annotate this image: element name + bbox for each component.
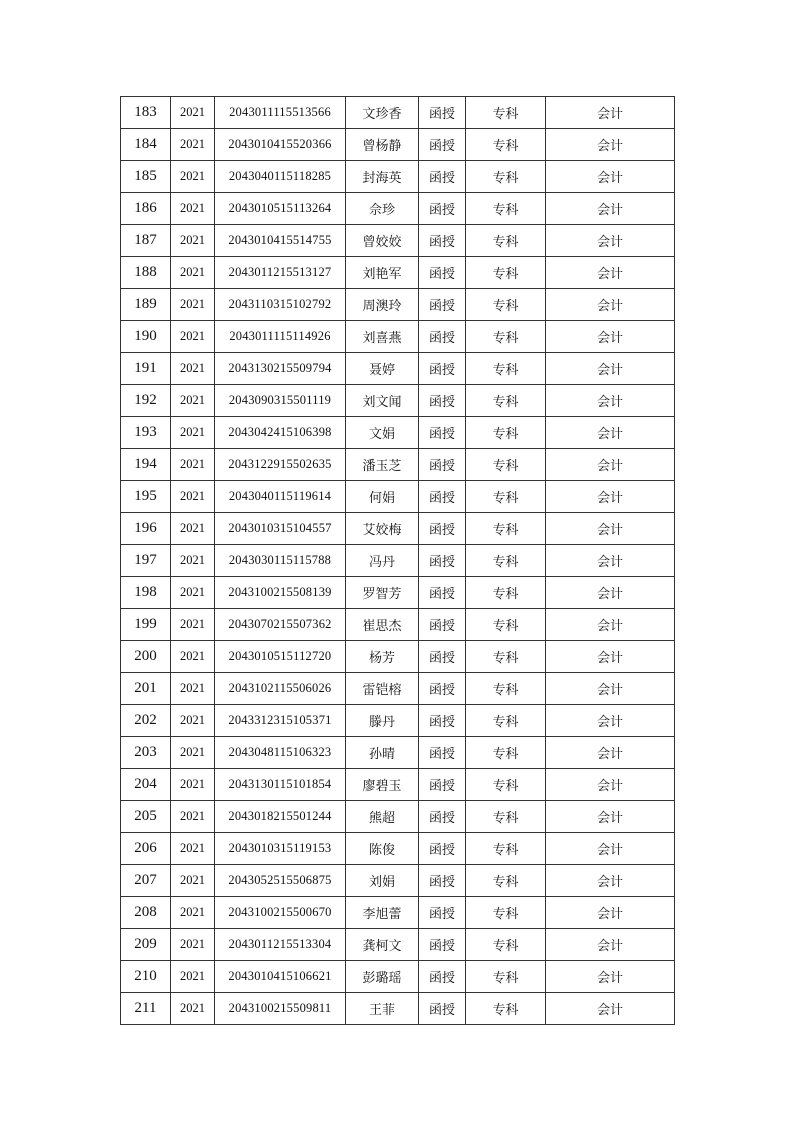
major-cell: 会计	[546, 129, 675, 161]
education-level-cell: 专科	[466, 193, 546, 225]
education-level-cell: 专科	[466, 257, 546, 289]
major-cell: 会计	[546, 513, 675, 545]
table-row	[121, 801, 675, 833]
row-index-cell: 202	[121, 705, 171, 737]
enrollment-year-cell: 2021	[171, 161, 215, 193]
study-mode-cell: 函授	[419, 97, 466, 129]
study-mode-cell: 函授	[419, 481, 466, 513]
row-index-cell: 206	[121, 833, 171, 865]
education-level-cell: 专科	[466, 577, 546, 609]
enrollment-year-cell: 2021	[171, 993, 215, 1025]
education-level-cell: 专科	[466, 993, 546, 1025]
table-row	[121, 769, 675, 801]
study-mode-cell: 函授	[419, 577, 466, 609]
table-row	[121, 705, 675, 737]
student-id-cell: 2043100215509811	[215, 993, 346, 1025]
study-mode-cell: 函授	[419, 513, 466, 545]
table-row	[121, 833, 675, 865]
student-name-cell: 刘艳军	[346, 257, 419, 289]
table-row	[121, 577, 675, 609]
enrollment-year-cell: 2021	[171, 513, 215, 545]
enrollment-year-cell: 2021	[171, 929, 215, 961]
table-row	[121, 193, 675, 225]
student-id-cell: 2043030115115788	[215, 545, 346, 577]
study-mode-cell: 函授	[419, 865, 466, 897]
student-id-cell: 2043010315104557	[215, 513, 346, 545]
student-name-cell: 文娟	[346, 417, 419, 449]
row-index-cell: 194	[121, 449, 171, 481]
row-index-cell: 211	[121, 993, 171, 1025]
table-row	[121, 481, 675, 513]
row-index-cell: 196	[121, 513, 171, 545]
table-row	[121, 513, 675, 545]
student-name-cell: 刘喜燕	[346, 321, 419, 353]
enrollment-year-cell: 2021	[171, 769, 215, 801]
major-cell: 会计	[546, 673, 675, 705]
major-cell: 会计	[546, 289, 675, 321]
student-id-cell: 2043102115506026	[215, 673, 346, 705]
row-index-cell: 187	[121, 225, 171, 257]
student-id-cell: 2043052515506875	[215, 865, 346, 897]
student-id-cell: 2043011115114926	[215, 321, 346, 353]
table-row	[121, 161, 675, 193]
student-id-cell: 2043070215507362	[215, 609, 346, 641]
enrollment-year-cell: 2021	[171, 225, 215, 257]
row-index-cell: 199	[121, 609, 171, 641]
enrollment-year-cell: 2021	[171, 833, 215, 865]
table-row	[121, 737, 675, 769]
student-name-cell: 聂婷	[346, 353, 419, 385]
student-id-cell: 2043010415106621	[215, 961, 346, 993]
student-name-cell: 潘玉芝	[346, 449, 419, 481]
row-index-cell: 191	[121, 353, 171, 385]
education-level-cell: 专科	[466, 417, 546, 449]
enrollment-year-cell: 2021	[171, 385, 215, 417]
enrollment-year-cell: 2021	[171, 321, 215, 353]
study-mode-cell: 函授	[419, 801, 466, 833]
row-index-cell: 203	[121, 737, 171, 769]
student-id-cell: 2043040115119614	[215, 481, 346, 513]
study-mode-cell: 函授	[419, 225, 466, 257]
major-cell: 会计	[546, 865, 675, 897]
row-index-cell: 201	[121, 673, 171, 705]
row-index-cell: 200	[121, 641, 171, 673]
major-cell: 会计	[546, 321, 675, 353]
enrollment-year-cell: 2021	[171, 641, 215, 673]
major-cell: 会计	[546, 545, 675, 577]
row-index-cell: 188	[121, 257, 171, 289]
enrollment-year-cell: 2021	[171, 193, 215, 225]
student-name-cell: 封海英	[346, 161, 419, 193]
table-row	[121, 97, 675, 129]
education-level-cell: 专科	[466, 769, 546, 801]
student-name-cell: 李旭蕾	[346, 897, 419, 929]
student-id-cell: 2043130115101854	[215, 769, 346, 801]
education-level-cell: 专科	[466, 481, 546, 513]
education-level-cell: 专科	[466, 225, 546, 257]
education-level-cell: 专科	[466, 897, 546, 929]
table-row	[121, 417, 675, 449]
enrollment-year-cell: 2021	[171, 449, 215, 481]
student-name-cell: 滕丹	[346, 705, 419, 737]
table-row	[121, 545, 675, 577]
table-row	[121, 641, 675, 673]
student-id-cell: 2043011215513304	[215, 929, 346, 961]
row-index-cell: 207	[121, 865, 171, 897]
student-roster-table	[120, 96, 675, 1025]
student-name-cell: 罗智芳	[346, 577, 419, 609]
table-row	[121, 961, 675, 993]
student-name-cell: 何娟	[346, 481, 419, 513]
student-id-cell: 2043010515112720	[215, 641, 346, 673]
study-mode-cell: 函授	[419, 705, 466, 737]
study-mode-cell: 函授	[419, 673, 466, 705]
student-id-cell: 2043048115106323	[215, 737, 346, 769]
row-index-cell: 190	[121, 321, 171, 353]
major-cell: 会计	[546, 481, 675, 513]
education-level-cell: 专科	[466, 353, 546, 385]
enrollment-year-cell: 2021	[171, 705, 215, 737]
enrollment-year-cell: 2021	[171, 673, 215, 705]
student-name-cell: 王菲	[346, 993, 419, 1025]
major-cell: 会计	[546, 225, 675, 257]
education-level-cell: 专科	[466, 801, 546, 833]
row-index-cell: 185	[121, 161, 171, 193]
student-name-cell: 龚柯文	[346, 929, 419, 961]
student-id-cell: 2043110315102792	[215, 289, 346, 321]
student-id-cell: 2043018215501244	[215, 801, 346, 833]
table-row	[121, 385, 675, 417]
student-id-cell: 2043100215508139	[215, 577, 346, 609]
student-name-cell: 彭璐瑶	[346, 961, 419, 993]
education-level-cell: 专科	[466, 97, 546, 129]
major-cell: 会计	[546, 97, 675, 129]
row-index-cell: 193	[121, 417, 171, 449]
student-id-cell: 2043090315501119	[215, 385, 346, 417]
education-level-cell: 专科	[466, 545, 546, 577]
row-index-cell: 192	[121, 385, 171, 417]
study-mode-cell: 函授	[419, 609, 466, 641]
student-name-cell: 文珍香	[346, 97, 419, 129]
enrollment-year-cell: 2021	[171, 289, 215, 321]
education-level-cell: 专科	[466, 961, 546, 993]
education-level-cell: 专科	[466, 737, 546, 769]
education-level-cell: 专科	[466, 289, 546, 321]
major-cell: 会计	[546, 257, 675, 289]
student-name-cell: 佘珍	[346, 193, 419, 225]
row-index-cell: 198	[121, 577, 171, 609]
enrollment-year-cell: 2021	[171, 609, 215, 641]
student-id-cell: 2043011115513566	[215, 97, 346, 129]
enrollment-year-cell: 2021	[171, 545, 215, 577]
row-index-cell: 210	[121, 961, 171, 993]
education-level-cell: 专科	[466, 865, 546, 897]
major-cell: 会计	[546, 609, 675, 641]
student-id-cell: 2043122915502635	[215, 449, 346, 481]
education-level-cell: 专科	[466, 929, 546, 961]
study-mode-cell: 函授	[419, 353, 466, 385]
student-id-cell: 2043312315105371	[215, 705, 346, 737]
study-mode-cell: 函授	[419, 737, 466, 769]
major-cell: 会计	[546, 353, 675, 385]
table-row	[121, 129, 675, 161]
enrollment-year-cell: 2021	[171, 481, 215, 513]
study-mode-cell: 函授	[419, 897, 466, 929]
education-level-cell: 专科	[466, 705, 546, 737]
student-id-cell: 2043010515113264	[215, 193, 346, 225]
study-mode-cell: 函授	[419, 385, 466, 417]
study-mode-cell: 函授	[419, 769, 466, 801]
student-id-cell: 2043040115118285	[215, 161, 346, 193]
study-mode-cell: 函授	[419, 129, 466, 161]
row-index-cell: 205	[121, 801, 171, 833]
row-index-cell: 209	[121, 929, 171, 961]
student-name-cell: 冯丹	[346, 545, 419, 577]
major-cell: 会计	[546, 769, 675, 801]
study-mode-cell: 函授	[419, 289, 466, 321]
major-cell: 会计	[546, 161, 675, 193]
table-row	[121, 609, 675, 641]
enrollment-year-cell: 2021	[171, 961, 215, 993]
study-mode-cell: 函授	[419, 161, 466, 193]
major-cell: 会计	[546, 993, 675, 1025]
study-mode-cell: 函授	[419, 833, 466, 865]
study-mode-cell: 函授	[419, 641, 466, 673]
major-cell: 会计	[546, 929, 675, 961]
student-name-cell: 曾姣姣	[346, 225, 419, 257]
study-mode-cell: 函授	[419, 321, 466, 353]
enrollment-year-cell: 2021	[171, 257, 215, 289]
study-mode-cell: 函授	[419, 929, 466, 961]
education-level-cell: 专科	[466, 673, 546, 705]
major-cell: 会计	[546, 961, 675, 993]
table-row	[121, 929, 675, 961]
row-index-cell: 183	[121, 97, 171, 129]
major-cell: 会计	[546, 193, 675, 225]
education-level-cell: 专科	[466, 321, 546, 353]
roster-body	[121, 97, 675, 1025]
student-name-cell: 崔思杰	[346, 609, 419, 641]
study-mode-cell: 函授	[419, 417, 466, 449]
student-name-cell: 雷铠榕	[346, 673, 419, 705]
study-mode-cell: 函授	[419, 961, 466, 993]
student-name-cell: 陈俊	[346, 833, 419, 865]
major-cell: 会计	[546, 385, 675, 417]
education-level-cell: 专科	[466, 385, 546, 417]
enrollment-year-cell: 2021	[171, 417, 215, 449]
table-row	[121, 289, 675, 321]
study-mode-cell: 函授	[419, 993, 466, 1025]
major-cell: 会计	[546, 737, 675, 769]
enrollment-year-cell: 2021	[171, 97, 215, 129]
enrollment-year-cell: 2021	[171, 129, 215, 161]
student-name-cell: 艾姣梅	[346, 513, 419, 545]
table-row	[121, 353, 675, 385]
major-cell: 会计	[546, 417, 675, 449]
student-name-cell: 杨芳	[346, 641, 419, 673]
major-cell: 会计	[546, 801, 675, 833]
student-id-cell: 2043010315119153	[215, 833, 346, 865]
table-row	[121, 673, 675, 705]
student-name-cell: 孙晴	[346, 737, 419, 769]
table-row	[121, 321, 675, 353]
student-id-cell: 2043130215509794	[215, 353, 346, 385]
education-level-cell: 专科	[466, 641, 546, 673]
row-index-cell: 189	[121, 289, 171, 321]
table-row	[121, 993, 675, 1025]
enrollment-year-cell: 2021	[171, 897, 215, 929]
row-index-cell: 184	[121, 129, 171, 161]
education-level-cell: 专科	[466, 609, 546, 641]
student-name-cell: 廖碧玉	[346, 769, 419, 801]
study-mode-cell: 函授	[419, 449, 466, 481]
major-cell: 会计	[546, 833, 675, 865]
enrollment-year-cell: 2021	[171, 353, 215, 385]
major-cell: 会计	[546, 641, 675, 673]
student-id-cell: 2043010415520366	[215, 129, 346, 161]
enrollment-year-cell: 2021	[171, 865, 215, 897]
row-index-cell: 186	[121, 193, 171, 225]
study-mode-cell: 函授	[419, 545, 466, 577]
table-row	[121, 897, 675, 929]
row-index-cell: 204	[121, 769, 171, 801]
major-cell: 会计	[546, 577, 675, 609]
student-name-cell: 熊超	[346, 801, 419, 833]
student-id-cell: 2043042415106398	[215, 417, 346, 449]
education-level-cell: 专科	[466, 833, 546, 865]
row-index-cell: 208	[121, 897, 171, 929]
student-id-cell: 2043100215500670	[215, 897, 346, 929]
study-mode-cell: 函授	[419, 193, 466, 225]
table-row	[121, 225, 675, 257]
student-id-cell: 2043011215513127	[215, 257, 346, 289]
student-name-cell: 刘娟	[346, 865, 419, 897]
student-name-cell: 周澳玲	[346, 289, 419, 321]
enrollment-year-cell: 2021	[171, 737, 215, 769]
student-name-cell: 曾杨静	[346, 129, 419, 161]
table-row	[121, 865, 675, 897]
student-name-cell: 刘文闻	[346, 385, 419, 417]
study-mode-cell: 函授	[419, 257, 466, 289]
major-cell: 会计	[546, 705, 675, 737]
education-level-cell: 专科	[466, 129, 546, 161]
major-cell: 会计	[546, 449, 675, 481]
education-level-cell: 专科	[466, 513, 546, 545]
enrollment-year-cell: 2021	[171, 801, 215, 833]
table-row	[121, 449, 675, 481]
table-row	[121, 257, 675, 289]
row-index-cell: 197	[121, 545, 171, 577]
enrollment-year-cell: 2021	[171, 577, 215, 609]
education-level-cell: 专科	[466, 449, 546, 481]
student-id-cell: 2043010415514755	[215, 225, 346, 257]
row-index-cell: 195	[121, 481, 171, 513]
major-cell: 会计	[546, 897, 675, 929]
education-level-cell: 专科	[466, 161, 546, 193]
